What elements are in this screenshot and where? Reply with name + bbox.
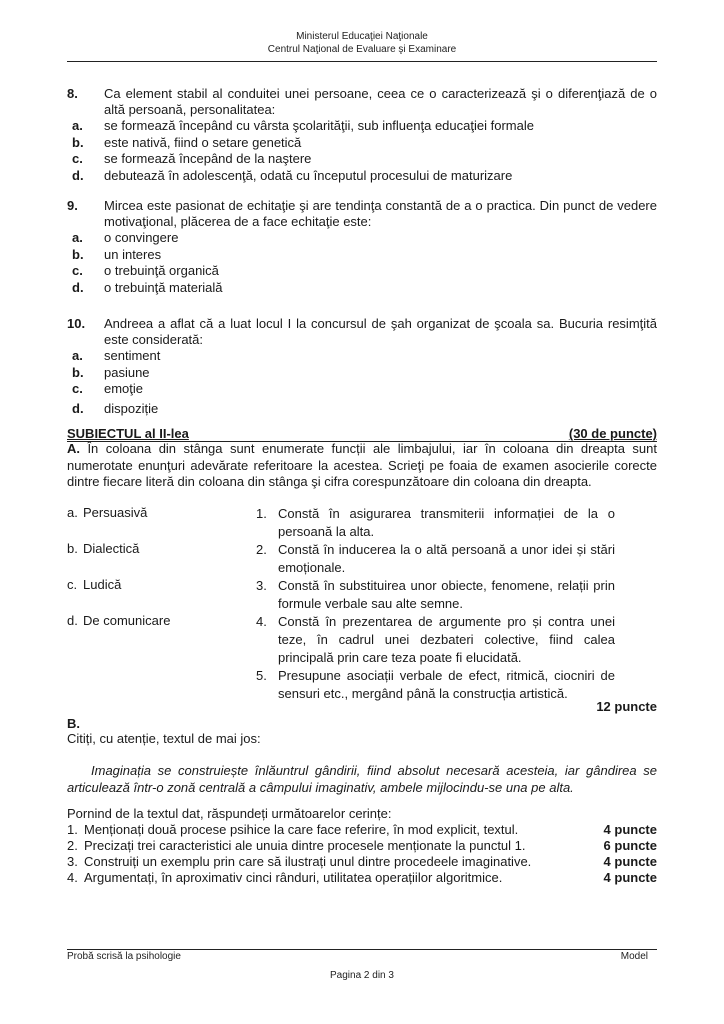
option-letter: c. — [72, 263, 83, 278]
option-text: debutează în adolescenţă, odată cu începutul procesului de maturizare — [104, 167, 513, 183]
option-text: un interes — [104, 246, 162, 262]
option-text: sentiment — [104, 348, 161, 363]
left-item-c — [67, 577, 121, 592]
task-points: 6 puncte — [603, 838, 657, 853]
task-text: Construiți un exemplu prin care să ilustrați unul dintre procedeele imaginative. — [84, 854, 532, 869]
right-item-4 — [256, 613, 615, 667]
part-b-quote: Imaginația se construiește înlăuntrul gândirii, fiind absolut necesară acesteia, iar gândirea se articulează într-o zonă centrală a câmpului imaginativ, ambele mijlocindu-se una pe alta. — [67, 763, 657, 795]
part-a-instructions — [67, 441, 657, 491]
right-item-text: Constă în asigurarea transmiterii informației de la o persoană la alta. — [278, 506, 615, 539]
right-item-text: Constă în inducerea la o altă persoană a unor idei și stări emoționale. — [278, 542, 615, 575]
option-b — [67, 135, 657, 152]
task-list — [67, 822, 657, 886]
task-2 — [67, 838, 657, 854]
option-text: o trebuinţă organică — [104, 263, 219, 278]
question-number: 9. — [67, 198, 78, 213]
right-item-text: Presupune asociații verbale de efect, ritmică, ciocniri de sensuri etc., mergând până la construcția artistică. — [278, 668, 615, 701]
task-number: 1. — [67, 822, 78, 837]
part-a-text: În coloana din stânga sunt enumerate funcții ale limbajului, iar în coloana din dreapta sunt numerotate enunţuri adevărate referitoare la acestea. Scrieţi pe foaia de examen asocierile corecte dintre fiecare literă din coloana din stânga şi cifra corespunzătoare din coloana din dreapta. — [67, 441, 657, 489]
option-b — [67, 365, 657, 382]
question-10 — [67, 316, 657, 417]
right-item-number: 1. — [256, 506, 267, 521]
right-item-number: 3. — [256, 578, 267, 593]
task-4 — [67, 870, 657, 886]
question-number: 8. — [67, 86, 78, 101]
left-item-d — [67, 613, 170, 628]
option-c — [67, 263, 657, 280]
left-item-text: Persuasivă — [83, 505, 148, 520]
task-number: 3. — [67, 854, 78, 869]
question-text: Ca element stabil al conduitei unei persoane, ceea ce o caracterizează şi o diferenţiază de o altă persoană, personalitatea: — [104, 86, 657, 117]
option-letter: b. — [72, 246, 84, 262]
right-item-number: 5. — [256, 668, 267, 683]
question-number: 10. — [67, 316, 86, 331]
option-text: o trebuinţă materială — [104, 279, 223, 295]
task-text: Precizați trei caracteristici ale unuia dintre procesele menționate la punctul 1. — [84, 838, 526, 853]
header-ministry: Ministerul Educaţiei Naţionale — [296, 31, 428, 42]
header-center: Centrul Naţional de Evaluare şi Examinare — [267, 44, 457, 55]
page-header — [67, 30, 657, 56]
option-a — [67, 230, 657, 247]
left-item-letter: c. — [67, 577, 78, 592]
part-a-label: A. — [67, 441, 80, 456]
footer-exam-name: Probă scrisă la psihologie — [67, 951, 181, 962]
task-3 — [67, 854, 657, 870]
option-d — [67, 401, 657, 418]
option-text: se formează începând de la naştere — [104, 151, 312, 166]
option-text: pasiune — [104, 364, 150, 380]
question-9 — [67, 198, 657, 296]
option-letter: b. — [72, 134, 84, 150]
option-letter: d. — [72, 167, 84, 183]
option-letter: a. — [72, 348, 83, 363]
part-a-points: 12 puncte — [596, 699, 657, 714]
part-b-prompt: Pornind de la textul dat, răspundeți următoarelor cerințe: — [67, 806, 392, 821]
task-text: Argumentați, în aproximativ cinci rânduri, utilitatea operațiilor algoritmice. — [84, 870, 503, 885]
right-item-2 — [256, 541, 615, 577]
right-item-3 — [256, 577, 615, 613]
task-points: 4 puncte — [603, 854, 657, 869]
header-divider — [67, 61, 657, 62]
option-c — [67, 381, 657, 398]
left-item-a — [67, 505, 147, 520]
question-text: Andreea a aflat că a luat locul I la concursul de şah organizat de şcoala sa. Bucuria resimţită este considerată: — [104, 316, 657, 347]
task-points: 4 puncte — [603, 822, 657, 837]
right-item-5 — [256, 667, 615, 703]
right-item-number: 4. — [256, 614, 267, 629]
option-letter: c. — [72, 151, 83, 166]
section-title — [67, 426, 657, 442]
option-letter: d. — [72, 279, 84, 295]
option-letter: a. — [72, 230, 83, 245]
left-item-letter: a. — [67, 505, 78, 520]
option-d — [67, 280, 657, 297]
footer-divider — [67, 949, 657, 950]
footer-model: Model — [620, 951, 648, 962]
left-item-letter: d. — [67, 613, 78, 628]
part-b-label: B. — [67, 716, 80, 731]
option-d — [67, 168, 657, 185]
option-text: dispoziție — [104, 400, 159, 416]
option-text: o convingere — [104, 230, 179, 245]
option-text: se formează începând cu vârsta şcolarităţii, sub influenţa educaţiei formale — [104, 118, 534, 133]
option-a — [67, 118, 657, 135]
task-number: 4. — [67, 870, 78, 885]
question-8 — [67, 86, 657, 184]
task-number: 2. — [67, 838, 78, 853]
question-text: Mircea este pasionat de echitaţie şi are tendinţa constantă de a o practica. Din punct de vedere motivaţional, plăcerea de a face echitaţie este: — [104, 198, 657, 229]
option-c — [67, 151, 657, 168]
left-item-text: De comunicare — [83, 613, 171, 628]
right-item-text: Constă în substituirea unor obiecte, fenomene, relații prin formule verbale sau alte semne. — [278, 578, 615, 611]
left-item-text: Dialectică — [83, 541, 140, 556]
left-item-b — [67, 541, 139, 556]
right-item-1 — [256, 505, 615, 541]
option-b — [67, 247, 657, 264]
left-item-letter: b. — [67, 541, 78, 556]
option-letter: b. — [72, 364, 84, 380]
left-item-text: Ludică — [83, 577, 122, 592]
task-points: 4 puncte — [603, 870, 657, 885]
option-letter: d. — [72, 400, 84, 416]
section-points: (30 de puncte) — [568, 426, 657, 441]
right-column — [256, 505, 615, 703]
task-text: Menționați două procese psihice la care face referire, în mod explicit, textul. — [84, 822, 519, 837]
right-item-number: 2. — [256, 542, 267, 557]
part-b-intro: Citiți, cu atenție, textul de mai jos: — [67, 731, 261, 746]
option-a — [67, 348, 657, 365]
task-1 — [67, 822, 657, 838]
right-item-text: Constă în prezentarea de argumente pro și contra unei teze, în cadrul unei dezbateri colective, fiind calea principală prin care teza poate fi elucidată. — [278, 614, 615, 665]
section-title-text: SUBIECTUL al II-lea — [67, 426, 189, 441]
option-text: emoţie — [104, 381, 144, 396]
page-number: Pagina 2 din 3 — [330, 970, 394, 981]
option-letter: c. — [72, 381, 83, 396]
option-letter: a. — [72, 118, 83, 133]
option-text: este nativă, fiind o setare genetică — [104, 134, 302, 150]
